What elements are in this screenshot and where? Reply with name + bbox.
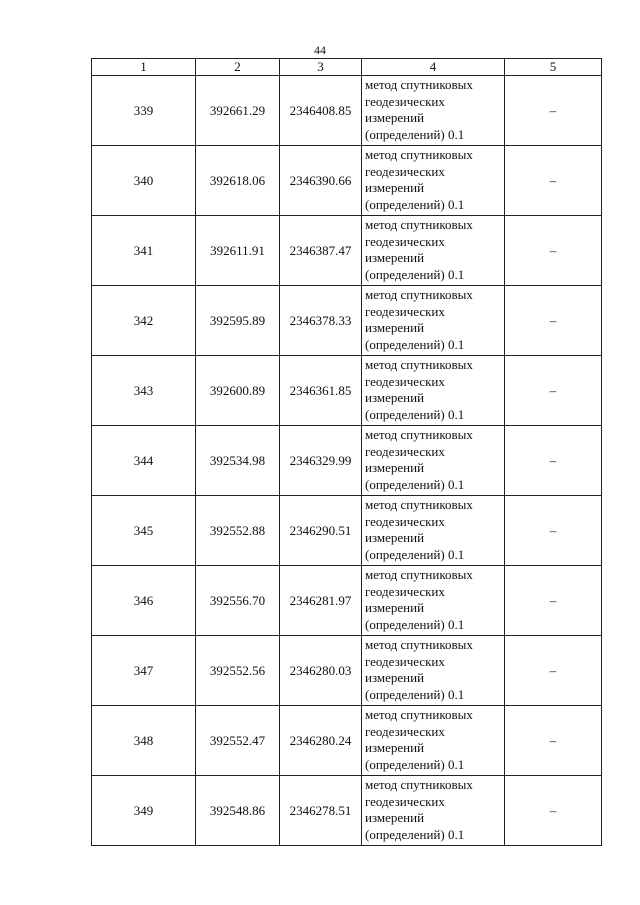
method-text-line: метод спутниковых — [365, 707, 473, 722]
method-cell — [362, 566, 505, 636]
method-text-line: геодезических — [365, 93, 445, 109]
method-text-line: измерений — [365, 460, 425, 475]
page-number: 44 — [314, 43, 326, 57]
method-text-line: метод спутниковых — [365, 497, 473, 512]
method-text-line: геодезических — [365, 443, 445, 459]
method-text-line: метод спутниковых — [365, 637, 473, 652]
y-coordinate-cell: 2346278.51 — [280, 776, 362, 846]
point-number-cell: 344 — [92, 426, 196, 496]
method-text-line: измерений — [365, 180, 425, 195]
note-cell: – — [505, 496, 602, 566]
y-coordinate-cell: 2346378.33 — [280, 286, 362, 356]
method-text-line: измерений — [365, 810, 425, 825]
method-cell — [362, 146, 505, 216]
x-coordinate-cell: 392661.29 — [196, 76, 280, 146]
note-cell: – — [505, 286, 602, 356]
y-coordinate-cell: 2346329.99 — [280, 426, 362, 496]
column-header: 5 — [505, 59, 602, 76]
method-text-line: метод спутниковых — [365, 147, 473, 162]
method-cell — [362, 706, 505, 776]
y-coordinate-cell: 2346387.47 — [280, 216, 362, 286]
method-text-line: измерений — [365, 670, 425, 685]
method-cell — [362, 496, 505, 566]
method-text-line: геодезических — [365, 163, 445, 179]
y-coordinate-cell: 2346390.66 — [280, 146, 362, 216]
point-number-cell: 346 — [92, 566, 196, 636]
method-text-line: (определений) 0.1 — [365, 336, 465, 352]
method-cell — [362, 776, 505, 846]
method-text-line: геодезических — [365, 373, 445, 389]
point-number-cell: 340 — [92, 146, 196, 216]
y-coordinate-cell: 2346280.03 — [280, 636, 362, 706]
y-coordinate-cell: 2346290.51 — [280, 496, 362, 566]
point-number-cell: 348 — [92, 706, 196, 776]
method-text-line: геодезических — [365, 793, 445, 809]
method-cell — [362, 216, 505, 286]
method-text-line: измерений — [365, 250, 425, 265]
point-number-cell: 345 — [92, 496, 196, 566]
method-text-line: геодезических — [365, 233, 445, 249]
y-coordinate-cell: 2346280.24 — [280, 706, 362, 776]
method-cell — [362, 356, 505, 426]
method-text-line: геодезических — [365, 723, 445, 739]
point-number-cell: 349 — [92, 776, 196, 846]
note-cell: – — [505, 76, 602, 146]
note-cell: – — [505, 706, 602, 776]
table-row — [92, 356, 602, 426]
method-text-line: (определений) 0.1 — [365, 546, 465, 562]
method-text-line: измерений — [365, 600, 425, 615]
note-cell: – — [505, 216, 602, 286]
method-text-line: (определений) 0.1 — [365, 476, 465, 492]
method-text-line: (определений) 0.1 — [365, 266, 465, 282]
x-coordinate-cell: 392611.91 — [196, 216, 280, 286]
method-text-line: геодезических — [365, 583, 445, 599]
point-number-cell: 347 — [92, 636, 196, 706]
method-text-line: метод спутниковых — [365, 427, 473, 442]
method-cell — [362, 426, 505, 496]
point-number-cell: 342 — [92, 286, 196, 356]
method-text-line: измерений — [365, 740, 425, 755]
point-number-cell: 341 — [92, 216, 196, 286]
x-coordinate-cell: 392600.89 — [196, 356, 280, 426]
table-row — [92, 776, 602, 846]
table-row — [92, 286, 602, 356]
method-text-line: измерений — [365, 110, 425, 125]
table-header-row — [92, 59, 602, 76]
method-text-line: метод спутниковых — [365, 357, 473, 372]
method-text-line: метод спутниковых — [365, 567, 473, 582]
method-text-line: геодезических — [365, 303, 445, 319]
column-header: 1 — [92, 59, 196, 76]
x-coordinate-cell: 392552.88 — [196, 496, 280, 566]
method-cell — [362, 636, 505, 706]
table-row — [92, 146, 602, 216]
method-text-line: (определений) 0.1 — [365, 756, 465, 772]
method-text-line: (определений) 0.1 — [365, 406, 465, 422]
x-coordinate-cell: 392534.98 — [196, 426, 280, 496]
method-text-line: метод спутниковых — [365, 777, 473, 792]
y-coordinate-cell: 2346408.85 — [280, 76, 362, 146]
x-coordinate-cell: 392548.86 — [196, 776, 280, 846]
method-text-line: метод спутниковых — [365, 287, 473, 302]
x-coordinate-cell: 392618.06 — [196, 146, 280, 216]
x-coordinate-cell: 392552.47 — [196, 706, 280, 776]
method-text-line: измерений — [365, 320, 425, 335]
x-coordinate-cell: 392595.89 — [196, 286, 280, 356]
method-text-line: (определений) 0.1 — [365, 826, 465, 842]
note-cell: – — [505, 636, 602, 706]
method-text-line: (определений) 0.1 — [365, 686, 465, 702]
method-cell — [362, 76, 505, 146]
table-row — [92, 216, 602, 286]
note-cell: – — [505, 426, 602, 496]
table-row — [92, 706, 602, 776]
column-header: 2 — [196, 59, 280, 76]
note-cell: – — [505, 566, 602, 636]
method-cell — [362, 286, 505, 356]
x-coordinate-cell: 392552.56 — [196, 636, 280, 706]
method-text-line: (определений) 0.1 — [365, 126, 465, 142]
x-coordinate-cell: 392556.70 — [196, 566, 280, 636]
column-header: 3 — [280, 59, 362, 76]
method-text-line: метод спутниковых — [365, 217, 473, 232]
table-row — [92, 76, 602, 146]
method-text-line: измерений — [365, 530, 425, 545]
coordinates-table — [91, 58, 602, 846]
table-row — [92, 496, 602, 566]
column-header: 4 — [362, 59, 505, 76]
table-row — [92, 636, 602, 706]
point-number-cell: 343 — [92, 356, 196, 426]
table-row — [92, 426, 602, 496]
note-cell: – — [505, 776, 602, 846]
point-number-cell: 339 — [92, 76, 196, 146]
method-text-line: геодезических — [365, 513, 445, 529]
y-coordinate-cell: 2346361.85 — [280, 356, 362, 426]
method-text-line: измерений — [365, 390, 425, 405]
note-cell: – — [505, 356, 602, 426]
note-cell: – — [505, 146, 602, 216]
method-text-line: геодезических — [365, 653, 445, 669]
method-text-line: (определений) 0.1 — [365, 196, 465, 212]
table-row — [92, 566, 602, 636]
method-text-line: (определений) 0.1 — [365, 616, 465, 632]
y-coordinate-cell: 2346281.97 — [280, 566, 362, 636]
method-text-line: метод спутниковых — [365, 77, 473, 92]
